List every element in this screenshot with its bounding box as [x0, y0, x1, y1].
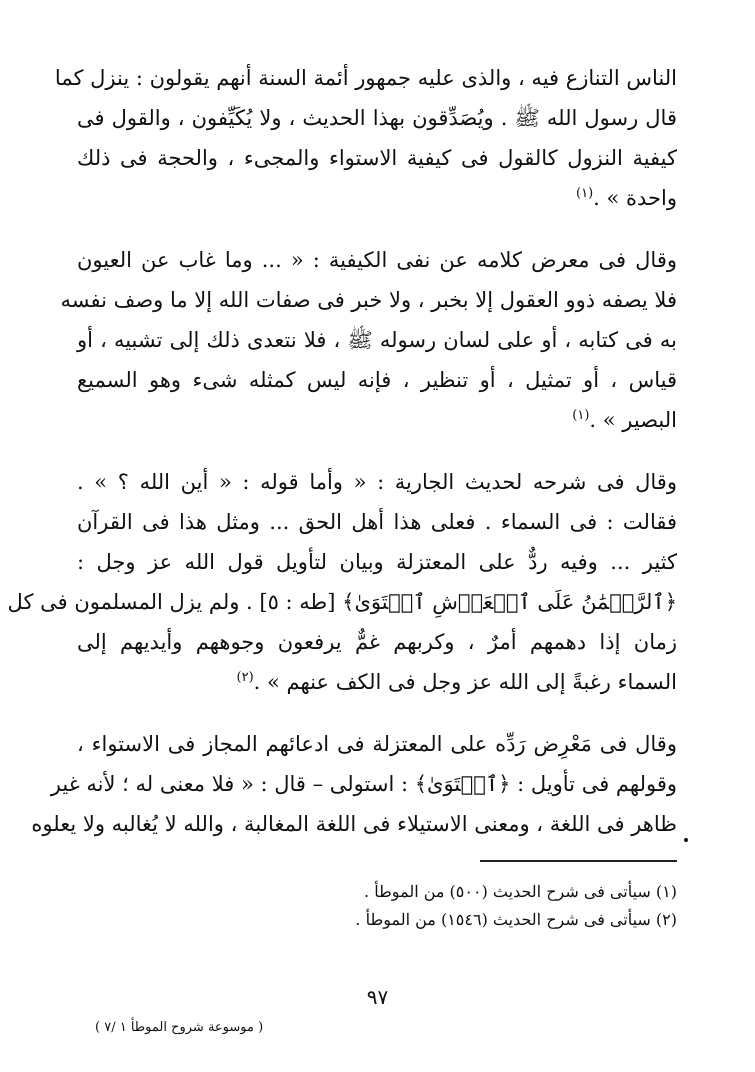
text-line-content: السماء رغبةً إلى الله عز وجل فى الكف عنهم » .: [253, 670, 677, 694]
text-line: زمان إذا دهمهم أمرٌ ، وكربهم غمٌّ يرفعون وجوههم وأيديهم إلى: [77, 630, 677, 654]
footnote-2: (٢) سيأتى فى شرح الحديث (١٥٤٦) من الموطأ .: [355, 910, 677, 929]
text-line: كيفية النزول كالقول فى كيفية الاستواء والمجىء ، والحجة فى ذلك: [77, 146, 677, 170]
text-line: قال رسول الله ﷺ . ويُصَدِّقون بهذا الحديث ، ولا يُكَيِّفون ، والقول فى: [77, 106, 677, 130]
footnotes: [77, 878, 677, 934]
main-text: [7, 58, 677, 866]
text-line: ﴿ٱلرَّحۡمَٰنُ عَلَى ٱلۡعَرۡشِ ٱسۡتَوَىٰ﴾ [طه : ٥] . ولم يزل المسلمون فى كل: [7, 590, 677, 614]
text-line: [77, 400, 677, 440]
footnote-reference: (١): [572, 408, 590, 423]
page-number: ٩٧: [366, 985, 389, 1009]
text-line: وقولهم فى تأويل : ﴿ٱسۡتَوَىٰ﴾ : استولى – قال : « فلا معنى له ؛ لأنه غير: [50, 772, 677, 796]
text-line: ظاهر فى اللغة ، ومعنى الاستيلاء فى اللغة المغالبة ، والله لا يُغالبه ولا يعلوه: [31, 812, 677, 836]
paragraph-2: [60, 240, 677, 440]
text-line: وقال فى مَعْرِض رَدِّه على المعتزلة فى ادعائهم المجاز فى الاستواء ،: [77, 732, 677, 756]
footnote-separator: [480, 860, 677, 862]
running-footer: ( موسوعة شروح الموطأ ١ /٧ ): [95, 1020, 264, 1035]
text-line: كثير ... وفيه ردٌّ على المعتزلة وبيان لتأويل قول الله عز وجل :: [77, 550, 677, 574]
text-line: به فى كتابه ، أو على لسان رسوله ﷺ ، فلا نتعدى ذلك إلى تشبيه ، أو: [77, 328, 677, 352]
footnote-1: (١) سيأتى فى شرح الحديث (٥٠٠) من الموطأ .: [364, 882, 677, 901]
footnote-reference: (٢): [236, 670, 254, 685]
continuation-dot: [684, 838, 688, 842]
text-line: قياس ، أو تمثيل ، أو تنظير ، فإنه ليس كمثله شىء وهو السميع: [77, 368, 677, 392]
text-line: وقال فى معرض كلامه عن نفى الكيفية : « ... وما غاب عن العيون: [77, 248, 677, 272]
text-line: وقال فى شرحه لحديث الجارية : « وأما قوله : « أين الله ؟ » .: [77, 470, 677, 494]
text-line: فقالت : فى السماء . فعلى هذا أهل الحق ... ومثل هذا فى القرآن: [77, 510, 677, 534]
text-line: [77, 178, 677, 218]
text-line: فلا يصفه ذوو العقول إلا بخبر ، ولا خبر فى صفات الله إلا ما وصف نفسه: [60, 288, 677, 312]
paragraph-3: [7, 462, 677, 702]
text-line: [77, 662, 677, 702]
footnote-reference: (١): [576, 186, 594, 201]
paragraph-4: [31, 724, 677, 844]
text-line-content: واحدة » .: [593, 186, 677, 210]
text-line-content: البصير » .: [589, 408, 677, 432]
paragraph-1: [54, 58, 677, 218]
text-line: الناس التنازع فيه ، والذى عليه جمهور أئمة السنة أنهم يقولون : ينزل كما: [54, 66, 677, 90]
